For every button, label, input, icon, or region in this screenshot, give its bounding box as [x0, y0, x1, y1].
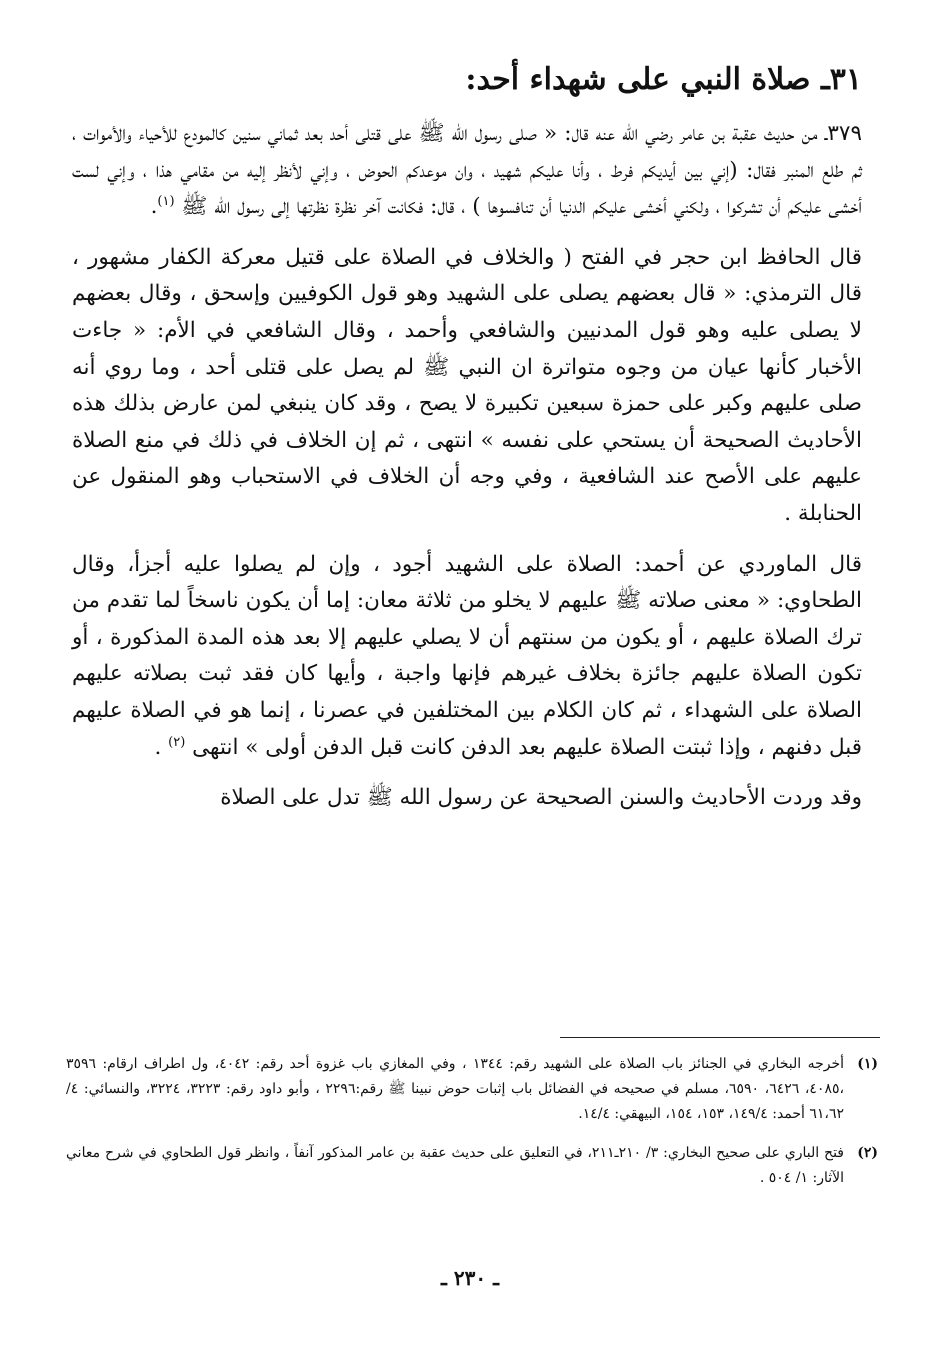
- paragraph-continuation: وقد وردت الأحاديث والسنن الصحيحة عن رسول الله ﷺ تدل على الصلاة: [220, 785, 862, 811]
- footnote-number: (١): [857, 1056, 878, 1072]
- sentence-end-dot: .: [150, 194, 158, 220]
- paragraph-mawardi: [72, 547, 862, 767]
- paragraph-hadith-379: [72, 116, 862, 226]
- section-heading: ٣١ـ صلاة النبي على شهداء أحد:: [465, 62, 862, 97]
- paragraph-text: ٣٧٩ـ من حديث عقبة بن عامر رضي الله عنه قال: « صلى رسول الله ﷺ على قتلى أحد بعد ثماني سنين كالمودع للأحياء والأموات ، ثم طلع المنبر فقال: (إني بين أيديكم فرط ، وأنا عليكم شهيد ، وان موعدكم الحوض ، وإني لأنظر إليه من مقامي هذا ، وإني لست أخشى عليكم أن تشركوا ، ولكني أخشى عليكم الدنيا أن تنافسوها ) ، قال: فكانت آخر نظرة نظرتها إلى رسول الله ﷺ: [72, 121, 862, 220]
- page-number: ـ ٢٣٠ ـ: [441, 1266, 499, 1290]
- footnotes: [66, 1052, 878, 1205]
- footnote-number: (٢): [857, 1145, 878, 1161]
- footnote-ref-1: (١): [157, 194, 175, 210]
- body-text: [72, 116, 862, 831]
- footnote-separator: [560, 1037, 880, 1038]
- sentence-end-dot: .: [154, 734, 162, 760]
- paragraph-ibn-hajar: قال الحافظ ابن حجر في الفتح ( والخلاف في الصلاة على قتيل معركة الكفار مشهور ، قال الترمذي: « قال بعضهم يصلى على الشهيد وهو قول الكوفيين وإسحق ، وقال بعضهم لا يصلى عليه وهو قول المدنيين والشافعي وأحمد ، وقال الشافعي في الأم: « جاءت الأخبار كأنها عيان من وجوه متواترة ان النبي ﷺ لم يصل على قتلى أحد ، وما روي أنه صلى عليهم وكبر على حمزة سبعين تكبيرة لا يصح ، وقد كان ينبغي لمن عارض بذلك هذه الأحاديث الصحيحة أن يستحي على نفسه » انتهى ، ثم إن الخلاف في ذلك في منع الصلاة عليهم على الأصح عند الشافعية ، وفي وجه أن الخلاف في الاستحباب وهو المنقول عن الحنابلة .: [72, 244, 862, 526]
- footnote-1: [66, 1052, 878, 1127]
- paragraph-text: قال الماوردي عن أحمد: الصلاة على الشهيد أجود ، وإن لم يصلوا عليه أجزأ، وقال الطحاوي: « معنى صلاته ﷺ عليهم لا يخلو من ثلاثة معان: إما أن يكون ناسخاً لما تقدم من ترك الصلاة عليهم ، أو يكون من سنتهم أن لا يصلي عليهم إلا بعد هذه المدة المذكورة ، أو تكون الصلاة عليهم جائزة بخلاف غيرهم فإنها واجبة ، وأيها كان فقد ثبت بصلاته عليهم الصلاة على الشهداء ، ثم كان الكلام بين المختلفين في عصرنا ، إنما هو في الصلاة عليهم قبل دفنهم ، وإذا ثبتت الصلاة عليهم بعد الدفن كانت قبل الدفن أولى » انتهى: [72, 551, 862, 760]
- footnote-ref-2: (٢): [168, 734, 186, 750]
- footnote-text: أخرجه البخاري في الجنائز باب الصلاة على الشهيد رقم: ١٣٤٤ ، وفي المغازي باب غزوة أحد رقم: ٤٠٤٢، ول اطراف ارقام: ٣٥٩٦ ،٤٠٨٥، ٦٤٢٦، ٦٥٩٠، مسلم في صحيحه في الفضائل باب إثبات حوض نبينا ﷺ رقم:٢٢٩٦ ، وأبو داود رقم: ٣٢٢٣، ٣٢٢٤، والنسائي: ٤/ ٦١،٦٢ أحمد: ١٤٩/٤، ١٥٣، ١٥٤، البيهقي: ١٤/٤.: [66, 1056, 845, 1122]
- footnote-2: [66, 1141, 878, 1191]
- footnote-text: فتح الباري على صحيح البخاري: ٣/ ٢١٠ـ٢١١، في التعليق على حديث عقبة بن عامر المذكور آنفاً ، وانظر قول الطحاوي في شرح معاني الآثار: ١/ ٥٠٤ .: [66, 1145, 844, 1186]
